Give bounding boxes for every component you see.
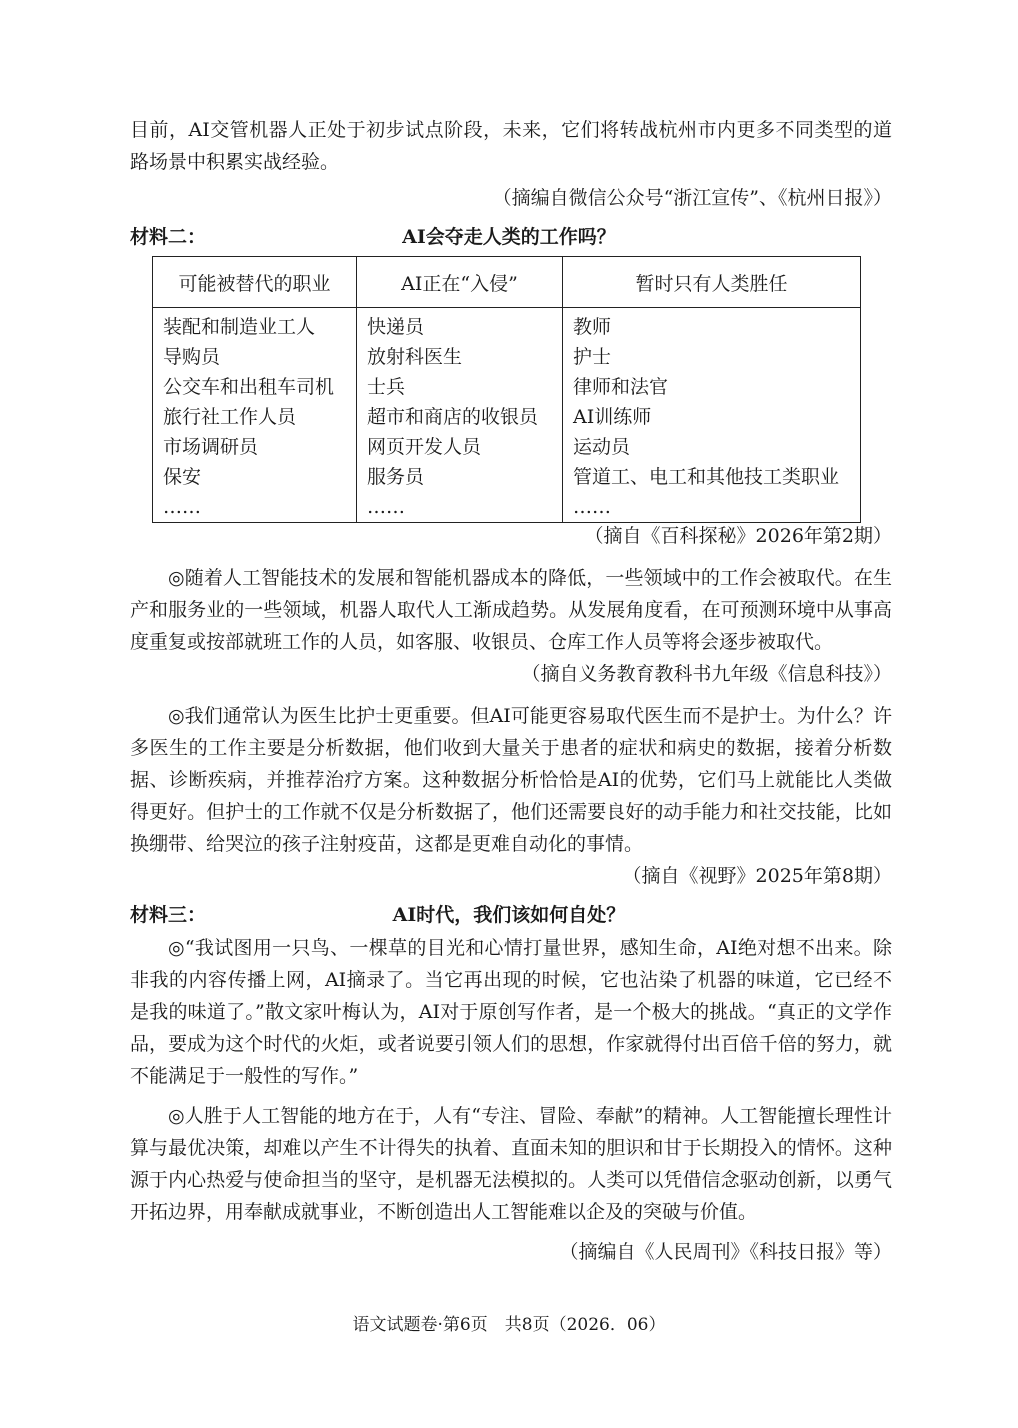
list-item: 管道工、电工和其他技工类职业	[573, 466, 840, 488]
list-item: 放射科医生	[367, 346, 463, 368]
list-item: 网页开发人员	[367, 436, 482, 458]
list-item: 士兵	[367, 376, 406, 398]
list-item: 旅行社工作人员	[163, 406, 297, 428]
intro-paragraph: 目前，AI交管机器人正处于初步试点阶段，未来，它们将转战杭州市内更多不同类型的道路场景中积累实战经验。	[130, 119, 892, 173]
material3-source: （摘编自《人民周刊》《科技日报》等）	[559, 1241, 892, 1263]
list-item: 公交车和出租车司机	[163, 376, 335, 398]
table-source: （摘自《百科探秘》2026年第2期）	[584, 525, 892, 547]
list-item: 装配和制造业工人	[163, 316, 316, 338]
material2-label: 材料二：	[130, 226, 207, 248]
material2-paragraph-1: ◎随着人工智能技术的发展和智能机器成本的降低，一些领域中的工作会被取代。在生产和服务业的一些领域，机器人取代人工渐成趋势。从发展角度看，在可预测环境中从事高度重复或按部就班工作的人员，如客服、收银员、仓库工作人员等将会逐步被取代。	[130, 567, 892, 653]
list-item: 运动员	[573, 436, 631, 458]
list-item: ……	[163, 496, 201, 518]
header-invading: AI正在“入侵”	[357, 257, 563, 308]
jobs-table	[152, 256, 861, 523]
material3-paragraph-2: ◎人胜于人工智能的地方在于，人有“专注、冒险、奉献”的精神。人工智能擅长理性计算与最优决策，却难以产生不计得失的执着、直面未知的胆识和甘于长期投入的情怀。这种源于内心热爱与使命担当的坚守，是机器无法模拟的。人类可以凭借信念驱动创新，以勇气开拓边界，用奉献成就事业，不断创造出人工智能难以企及的突破与价值。	[130, 1105, 892, 1223]
page-footer: 语文试题卷·第6页 共8页（2026．06）	[352, 1315, 666, 1335]
material2-paragraph-2: ◎我们通常认为医生比护士更重要。但AI可能更容易取代医生而不是护士。为什么？许多医生的工作主要是分析数据，他们收到大量关于患者的症状和病史的数据，接着分析数据、诊断疾病，并推荐治疗方案。这种数据分析恰恰是AI的优势，它们马上就能比人类做得更好。但护士的工作就不仅是分析数据了，他们还需要良好的动手能力和社交技能，比如换绷带、给哭泣的孩子注射疫苗，这都是更难自动化的事情。	[130, 705, 892, 855]
list-item: ……	[367, 496, 405, 518]
table-row	[153, 308, 861, 523]
column-invading	[357, 308, 563, 523]
column-replaceable	[153, 308, 357, 523]
list-item: AI训练师	[573, 406, 652, 428]
list-item: 市场调研员	[163, 436, 259, 458]
table-header-row	[153, 257, 861, 308]
column-human-only	[563, 308, 861, 523]
material2-paragraph-2-source: （摘自《视野》2025年第8期）	[622, 865, 892, 887]
intro-source: （摘编自微信公众号“浙江宣传”、《杭州日报》）	[492, 187, 892, 209]
material3-label: 材料三：	[130, 904, 207, 926]
list-item: 导购员	[163, 346, 221, 368]
list-item: 律师和法官	[573, 376, 669, 398]
header-human-only: 暂时只有人类胜任	[563, 257, 861, 308]
list-item: 护士	[573, 346, 612, 368]
list-item: 快递员	[367, 316, 425, 338]
material3-title: AI时代，我们该如何自处？	[392, 904, 626, 926]
list-item: ……	[573, 496, 611, 518]
list-item: 服务员	[367, 466, 425, 488]
list-item: 保安	[163, 466, 202, 488]
list-item: 教师	[573, 316, 612, 338]
material2-title: AI会夺走人类的工作吗？	[402, 226, 616, 248]
material2-paragraph-1-source: （摘自义务教育教科书九年级《信息科技》）	[521, 663, 892, 685]
header-replaceable: 可能被替代的职业	[153, 257, 357, 308]
list-item: 超市和商店的收银员	[367, 406, 539, 428]
material3-paragraph-1: ◎“我试图用一只鸟、一棵草的目光和心情打量世界，感知生命，AI绝对想不出来。除非我的内容传播上网，AI摘录了。当它再出现的时候，它也沾染了机器的味道，它已经不是我的味道了。”散文家叶梅认为，AI对于原创写作者，是一个极大的挑战。“真正的文学作品，要成为这个时代的火炬，或者说要引领人们的思想，作家就得付出百倍千倍的努力，就不能满足于一般性的写作。”	[130, 937, 892, 1087]
